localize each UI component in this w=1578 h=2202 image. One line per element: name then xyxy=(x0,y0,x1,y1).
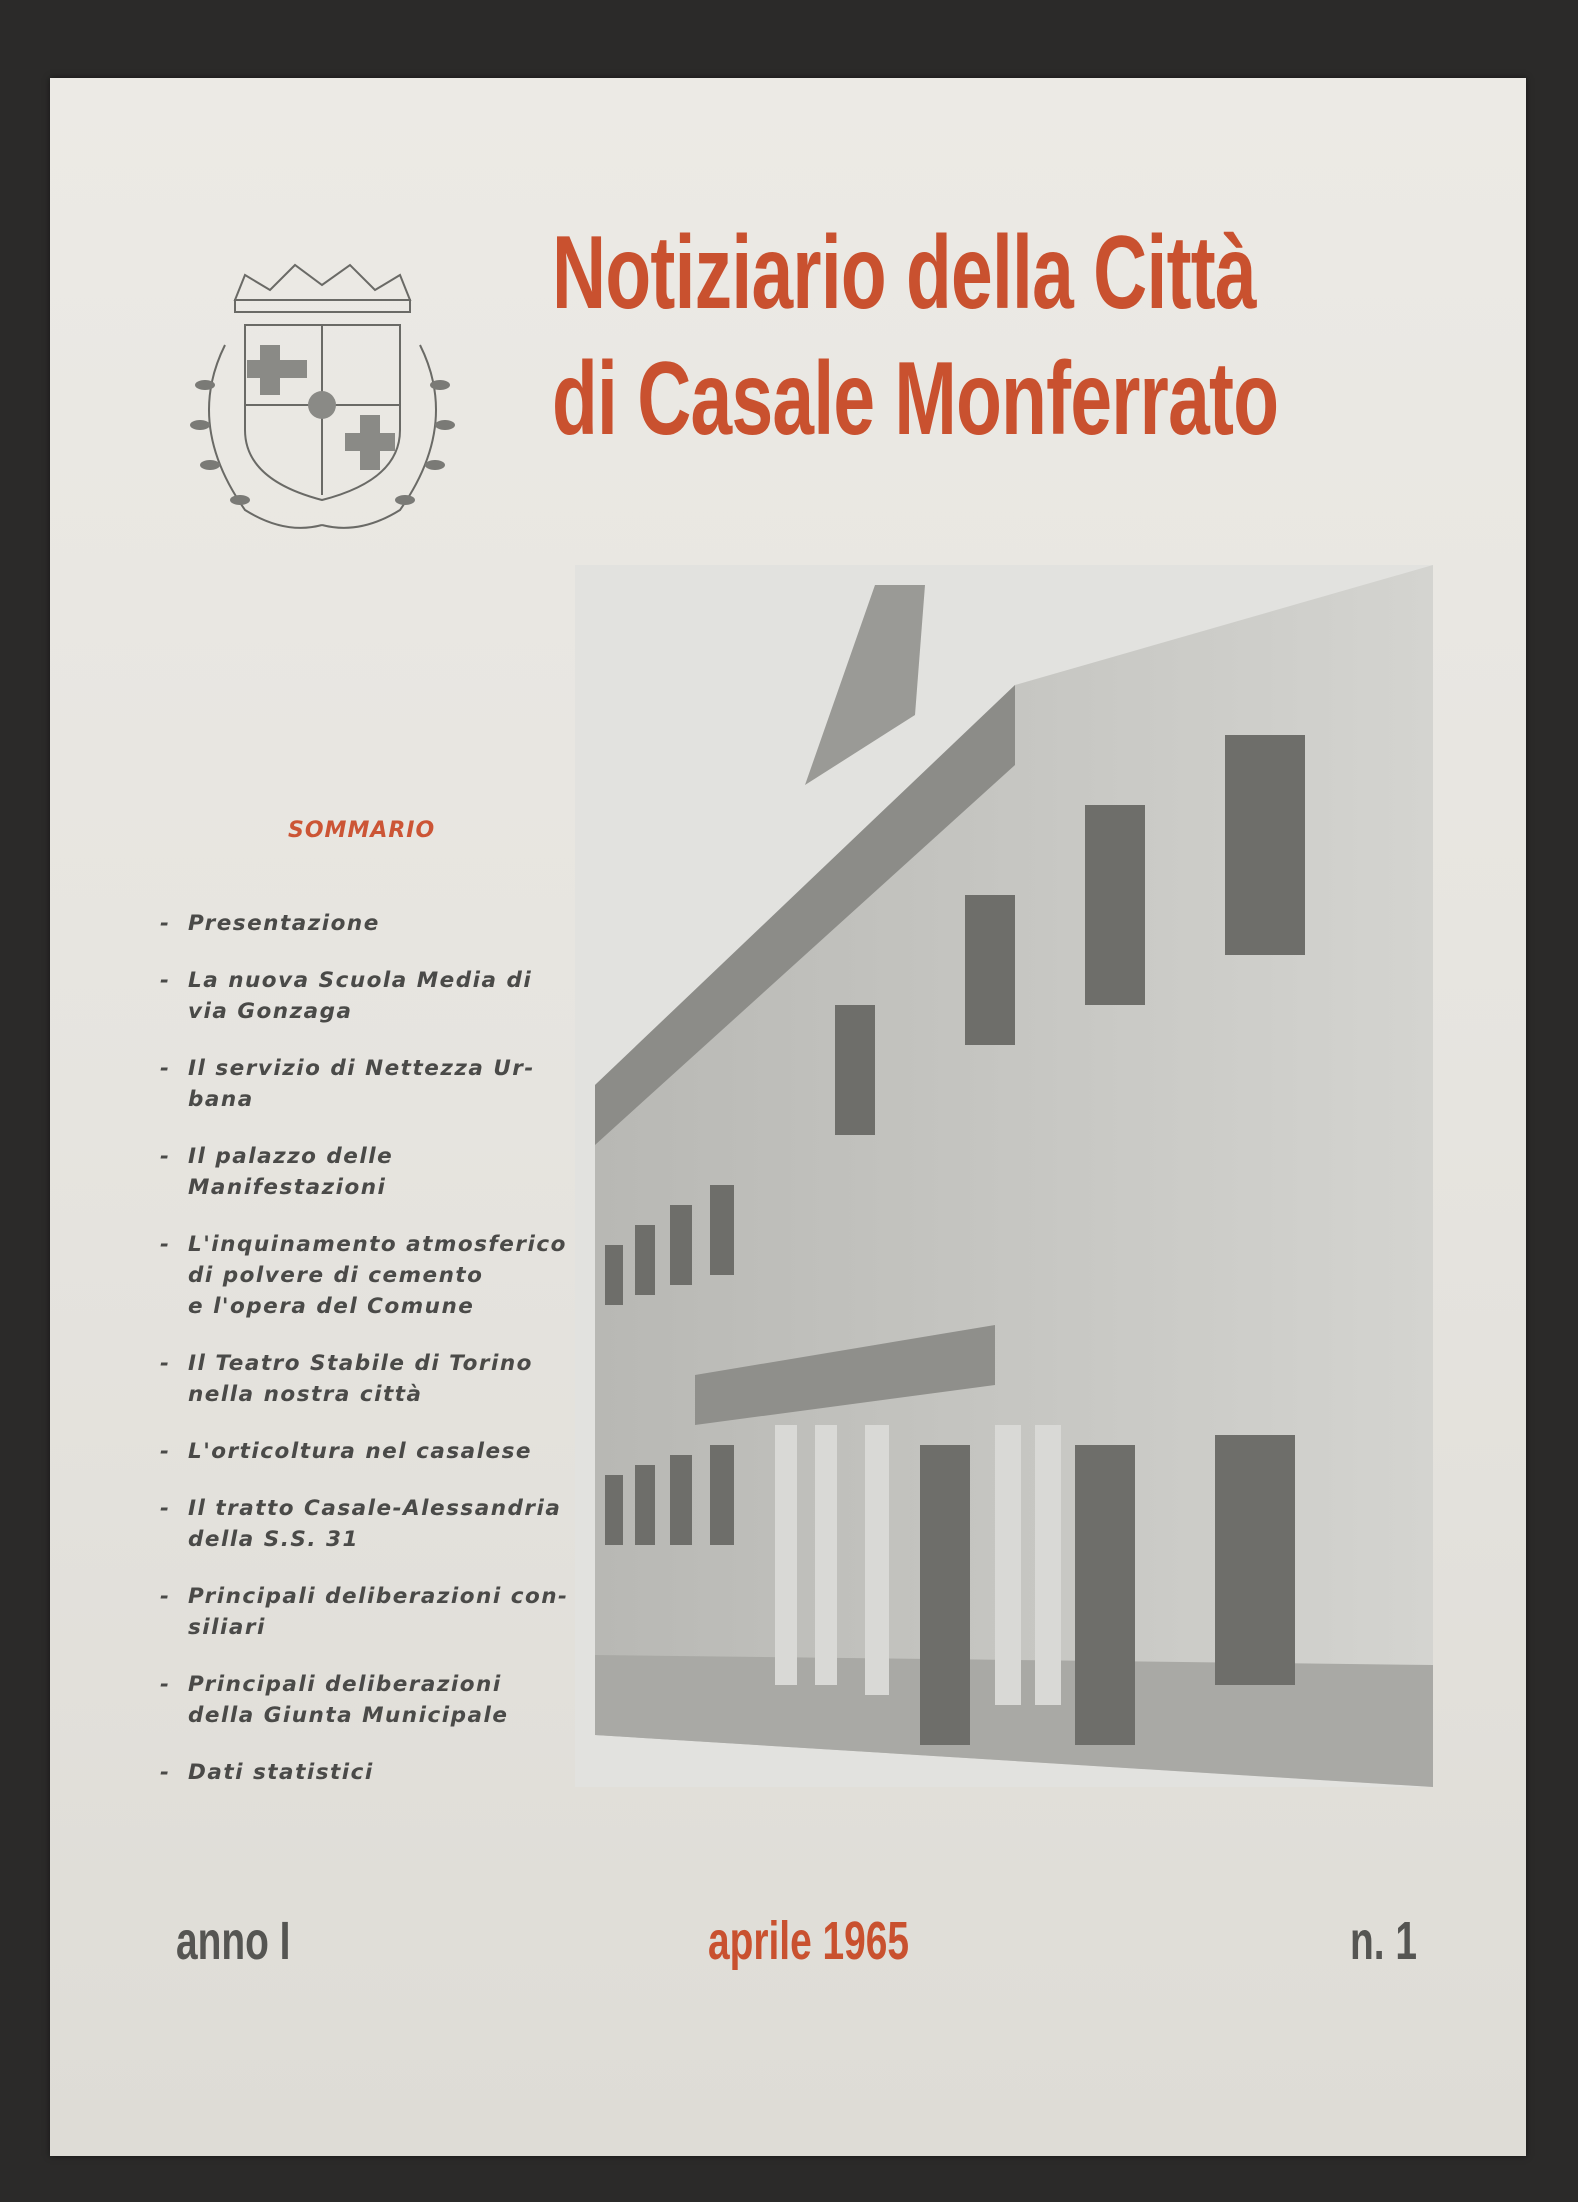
summary-item-text: L'orticoltura nel casalese xyxy=(188,1439,532,1464)
issue-date: aprile 1965 xyxy=(708,1911,910,1971)
volume-label: anno I xyxy=(176,1911,291,1971)
summary-item-text: Il palazzo delle Manifestazioni xyxy=(188,1144,394,1200)
summary-item xyxy=(160,1229,580,1322)
dash: - xyxy=(160,1351,171,1376)
masthead-line-2: di Casale Monferrato xyxy=(552,341,1279,457)
summary-list xyxy=(160,908,580,1814)
coat-of-arms-icon xyxy=(165,255,480,555)
summary-item-text: L'inquinamento atmosferico di polvere di cemento e l'opera del Comune xyxy=(188,1232,567,1319)
summary-item xyxy=(160,1669,580,1731)
summary-item-text: Il Teatro Stabile di Torino nella nostra città xyxy=(188,1351,533,1407)
dash: - xyxy=(160,1584,171,1609)
summary-item-text: Dati statistici xyxy=(188,1760,374,1785)
summary-item-text: Principali deliberazioni con- siliari xyxy=(188,1584,569,1640)
summary-item xyxy=(160,908,580,939)
dash: - xyxy=(160,1056,171,1081)
building-facade-image xyxy=(575,565,1433,1787)
summary-item-text: Principali deliberazioni della Giunta Municipale xyxy=(188,1672,509,1728)
summary-item xyxy=(160,1053,580,1115)
palazzo-photo xyxy=(575,565,1433,1787)
summary-item xyxy=(160,1436,580,1467)
dash: - xyxy=(160,1144,171,1169)
dash: - xyxy=(160,1760,171,1785)
dash: - xyxy=(160,1672,171,1697)
masthead-title xyxy=(552,210,1279,462)
masthead-line-1: Notiziario della Città xyxy=(552,215,1256,331)
summary-item-text: Il servizio di Nettezza Ur- bana xyxy=(188,1056,535,1112)
summary-heading: SOMMARIO xyxy=(288,818,436,843)
dash: - xyxy=(160,1439,171,1464)
summary-item xyxy=(160,1581,580,1643)
summary-item xyxy=(160,1348,580,1410)
summary-item-text: La nuova Scuola Media di via Gonzaga xyxy=(188,968,533,1024)
dash: - xyxy=(160,1232,171,1257)
summary-item xyxy=(160,1493,580,1555)
dash: - xyxy=(160,911,171,936)
issue-number: n. 1 xyxy=(1350,1911,1417,1971)
dash: - xyxy=(160,1496,171,1521)
summary-item xyxy=(160,1141,580,1203)
dash: - xyxy=(160,968,171,993)
summary-item xyxy=(160,1757,580,1788)
summary-item xyxy=(160,965,580,1027)
summary-item-text: Il tratto Casale-Alessandria della S.S. 31 xyxy=(188,1496,562,1552)
summary-item-text: Presentazione xyxy=(188,911,380,936)
